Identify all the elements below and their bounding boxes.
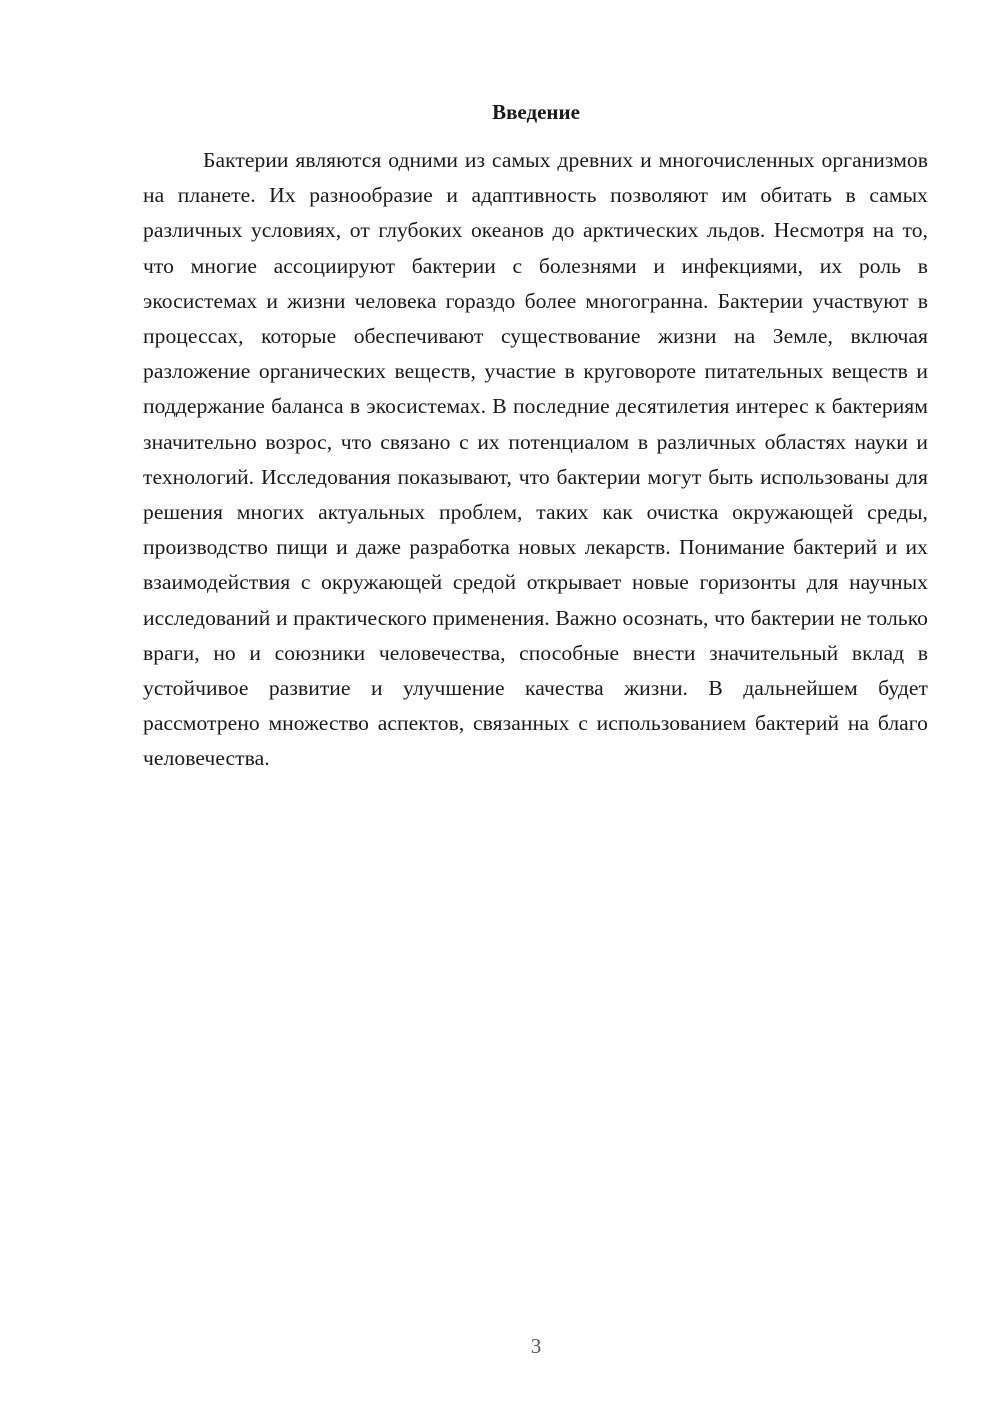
page-title: Введение bbox=[492, 100, 580, 124]
page-number: 3 bbox=[530, 1334, 542, 1358]
body-paragraph: Бактерии являются одними из самых древних и многочисленных организмов на планете. Их разнообразие и адаптивность позволяют им обитать в самых различных условиях, от глубоких океанов до арктических льдов. Несмотря на то, что многие ассоциируют бактерии с болезнями и инфекциями, их роль в экосистемах и жизни человека гораздо более многогранна. Бактерии участвуют в процессах, которые обеспечивают существование жизни на Земле, включая разложение органических веществ, участие в круговороте питательных веществ и поддержание баланса в экосистемах. В последние десятилетия интерес к бактериям значительно возрос, что связано с их потенциалом в различных областях науки и технологий. Исследования показывают, что бактерии могут быть использованы для решения многих актуальных проблем, таких как очистка окружающей среды, производство пищи и даже разработка новых лекарств. Понимание бактерий и их взаимодействия с окружающей средой открывает новые горизонты для научных исследований и практического применения. Важно осознать, что бактерии не только враги, но и союзники человечества, способные внести значительный вклад в устойчивое развитие и улучшение качества жизни. В дальнейшем будет рассмотрено множество аспектов, связанных с использованием бактерий на благо человечества. bbox=[143, 148, 928, 771]
